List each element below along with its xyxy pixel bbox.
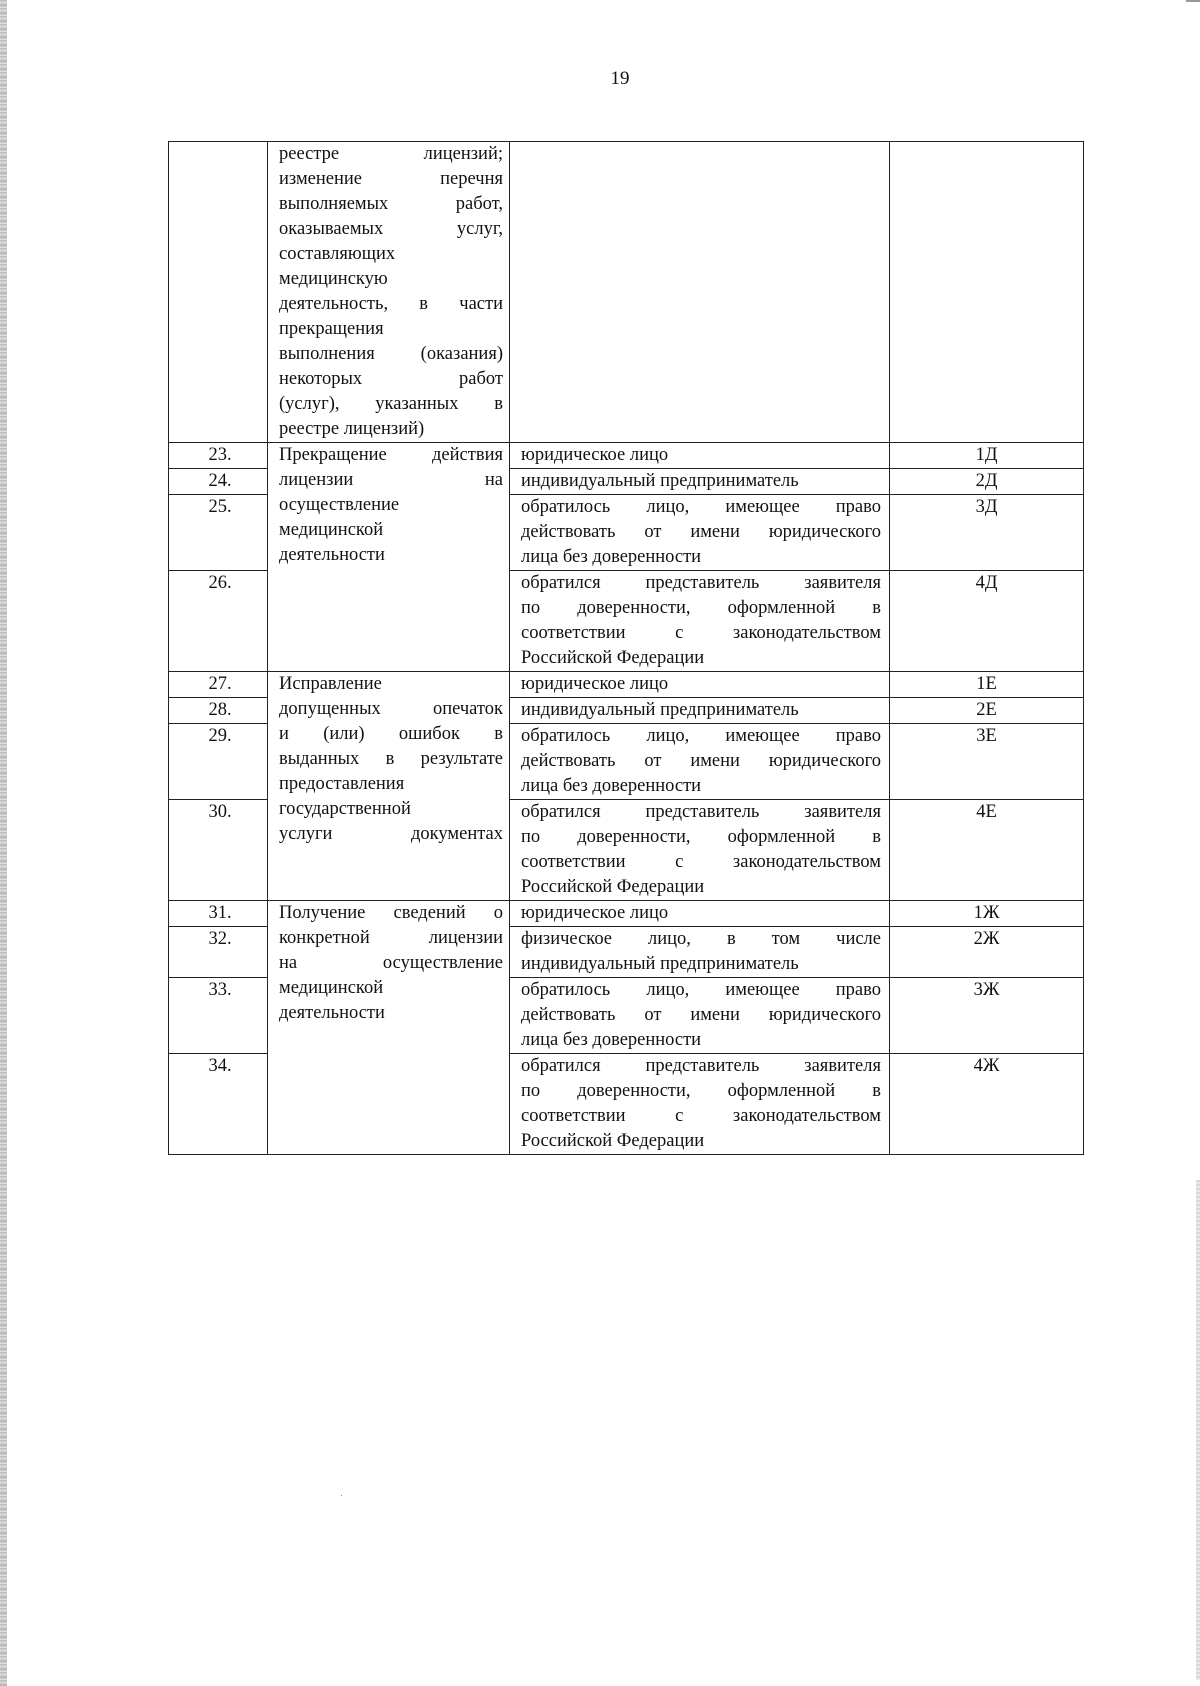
applicant-line: обратился представитель заявителя (521, 573, 881, 593)
service-name-line: оказываемых услуг, (279, 219, 503, 239)
applicant-line: Российской Федерации (521, 877, 705, 897)
applicant-cell (510, 142, 890, 443)
row-number: 29. (169, 724, 268, 800)
applicant-cell (510, 1054, 890, 1155)
variant-code: 1Д (890, 443, 1084, 469)
service-name-line: на осуществление (279, 953, 503, 973)
applicant-line: соответствии с законодательством (521, 623, 881, 643)
applicant-line: индивидуальный предприниматель (521, 471, 799, 491)
service-name-line: услуги документах (279, 824, 503, 844)
row-number: 24. (169, 469, 268, 495)
row-number: 32. (169, 927, 268, 978)
service-name-line: составляющих (279, 244, 396, 264)
service-name-line: выданных в результате (279, 749, 503, 769)
document-table (168, 141, 1084, 1155)
service-name-line: Получение сведений о (279, 903, 503, 923)
row-number: 23. (169, 443, 268, 469)
applicant-cell (510, 978, 890, 1054)
applicant-line: обратилось лицо, имеющее право (521, 497, 881, 517)
service-name-line: деятельность, в части (279, 294, 503, 314)
service-name-line: выполняемых работ, (279, 194, 503, 214)
service-name-line: медицинской (279, 520, 384, 540)
service-name-line: Исправление (279, 674, 382, 694)
service-name-line: реестре лицензий) (279, 419, 425, 439)
row-number: 30. (169, 800, 268, 901)
service-name-line: допущенных опечаток (279, 699, 503, 719)
applicant-line: юридическое лицо (521, 445, 669, 465)
row-number: 34. (169, 1054, 268, 1155)
applicant-line: по доверенности, оформленной в (521, 1081, 881, 1101)
variant-code: 3Д (890, 495, 1084, 571)
variant-code: 4Д (890, 571, 1084, 672)
applicant-cell (510, 571, 890, 672)
service-name-line: изменение перечня (279, 169, 503, 189)
applicant-cell (510, 443, 890, 469)
scan-edge-left (0, 0, 7, 1686)
applicant-cell (510, 672, 890, 698)
applicant-line: лица без доверенности (521, 547, 702, 567)
variant-code: 1Е (890, 672, 1084, 698)
row-number: 31. (169, 901, 268, 927)
service-name-cell (268, 672, 510, 901)
page-number: 19 (610, 68, 630, 89)
service-name-line: и (или) ошибок в (279, 724, 503, 744)
variant-code: 1Ж (890, 901, 1084, 927)
service-name-line: некоторых работ (279, 369, 503, 389)
applicant-cell (510, 927, 890, 978)
variant-code: 4Ж (890, 1054, 1084, 1155)
applicant-line: соответствии с законодательством (521, 852, 881, 872)
applicant-line: юридическое лицо (521, 674, 669, 694)
service-name-line: медицинскую (279, 269, 388, 289)
scan-corner-mark (1186, 0, 1200, 16)
scan-edge-right (1196, 1180, 1200, 1680)
service-name-line: выполнения (оказания) (279, 344, 503, 364)
variant-code: 2Ж (890, 927, 1084, 978)
service-name-line: медицинской (279, 978, 384, 998)
applicant-line: обратилось лицо, имеющее право (521, 726, 881, 746)
applicant-line: лица без доверенности (521, 1030, 702, 1050)
applicant-cell (510, 469, 890, 495)
row-number: 33. (169, 978, 268, 1054)
service-name-line: деятельности (279, 1003, 385, 1023)
applicant-line: юридическое лицо (521, 903, 669, 923)
applicant-line: обратился представитель заявителя (521, 1056, 881, 1076)
service-name-line: реестре лицензий; (279, 144, 503, 164)
applicant-line: по доверенности, оформленной в (521, 827, 881, 847)
service-name-line: (услуг), указанных в (279, 394, 503, 414)
table-row (169, 672, 1084, 698)
applicant-line: действовать от имени юридического (521, 751, 881, 771)
applicant-line: по доверенности, оформленной в (521, 598, 881, 618)
row-number: 27. (169, 672, 268, 698)
applicant-line: индивидуальный предприниматель (521, 954, 799, 974)
applicant-line: Российской Федерации (521, 1131, 705, 1151)
applicant-cell (510, 495, 890, 571)
applicant-line: лица без доверенности (521, 776, 702, 796)
service-name-cell (268, 443, 510, 672)
applicant-line: индивидуальный предприниматель (521, 700, 799, 720)
applicant-cell (510, 800, 890, 901)
applicant-cell (510, 901, 890, 927)
row-number: 28. (169, 698, 268, 724)
service-name-cell (268, 142, 510, 443)
applicant-line: физическое лицо, в том числе (521, 929, 881, 949)
variant-code: 2Е (890, 698, 1084, 724)
row-number: 25. (169, 495, 268, 571)
row-number-cell (169, 142, 268, 443)
applicant-cell (510, 698, 890, 724)
table-row-continued (169, 142, 1084, 443)
applicant-line: обратился представитель заявителя (521, 802, 881, 822)
applicant-line: обратилось лицо, имеющее право (521, 980, 881, 1000)
service-name-line: Прекращение действия (279, 445, 503, 465)
table-row (169, 443, 1084, 469)
service-name-line: предоставления (279, 774, 405, 794)
scan-dot (341, 1495, 342, 1496)
variant-code-cell (890, 142, 1084, 443)
row-number: 26. (169, 571, 268, 672)
service-name-cell (268, 901, 510, 1155)
applicant-cell (510, 724, 890, 800)
applicant-line: Российской Федерации (521, 648, 705, 668)
service-name-line: деятельности (279, 545, 385, 565)
applicant-line: действовать от имени юридического (521, 1005, 881, 1025)
variant-code: 4Е (890, 800, 1084, 901)
applicant-line: соответствии с законодательством (521, 1106, 881, 1126)
variant-code: 3Ж (890, 978, 1084, 1054)
service-name-line: государственной (279, 799, 411, 819)
service-name-line: прекращения (279, 319, 384, 339)
applicant-line: действовать от имени юридического (521, 522, 881, 542)
service-name-line: осуществление (279, 495, 400, 515)
table-row (169, 901, 1084, 927)
service-name-line: конкретной лицензии (279, 928, 503, 948)
variant-code: 2Д (890, 469, 1084, 495)
service-name-line: лицензии на (279, 470, 503, 490)
variant-code: 3Е (890, 724, 1084, 800)
